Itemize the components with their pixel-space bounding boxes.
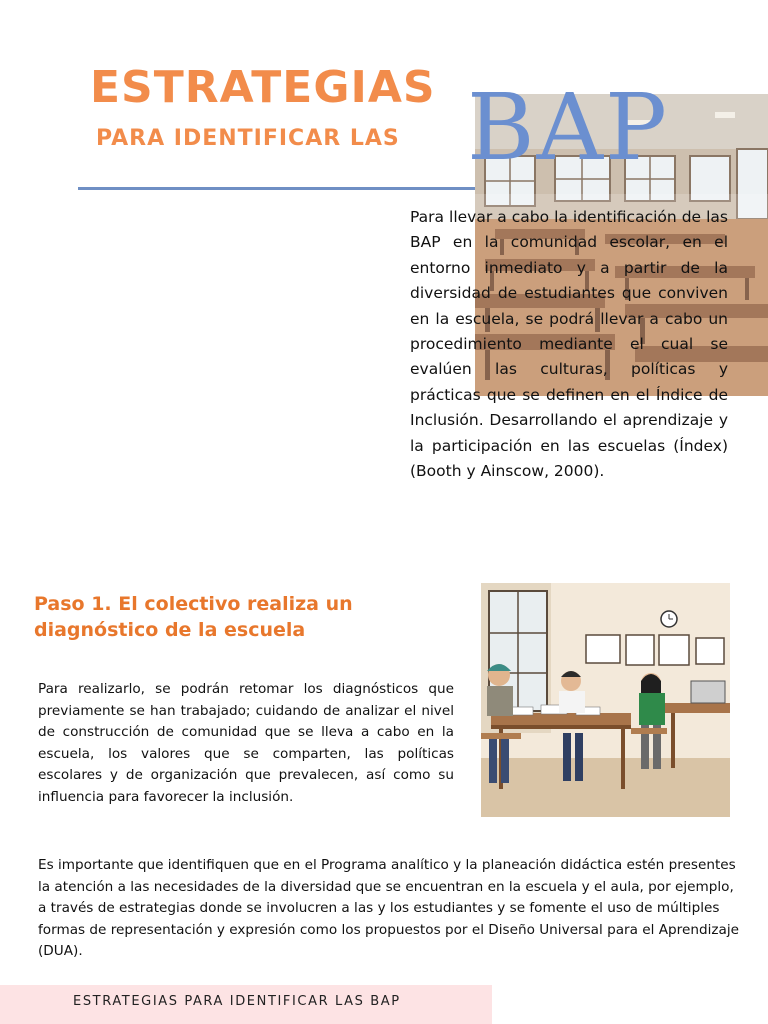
step-paragraph: Para realizarlo, se podrán retomar los diagnósticos que previamente se han trabajado; cuidando de analizar el nivel de construcción de comunidad que se lleva a cabo en la escuela, los valores que se comparten, las políticas escolares y de organización que prevalecen, así como su influencia para favorecer la inclusión. bbox=[38, 681, 454, 805]
body-paragraph: Es importante que identifiquen que en el Programa analítico y la planeación didáctica estén presentes la atención a las necesidades de la diversidad que se encuentran en la escuela y el aula, por ejemplo, a través de estrategias donde se involucren a las y los estudiantes y se fomente el uso de múltiples formas de representación y expresión como los propuestos por el Diseño Universal para el Aprendizaje (DUA). bbox=[38, 857, 739, 959]
title-divider bbox=[78, 187, 478, 190]
page-subtitle: PARA IDENTIFICAR LAS bbox=[96, 126, 400, 151]
intro-paragraph: Para llevar a cabo la identificación de las BAP en la comunidad escolar, en el entorno inmediato y a partir de la diversidad de estudiantes que conviven en la escuela, se podrá llevar a cabo un procedimiento mediante el cual se evalúen las culturas, políticas y prácticas que se definen en el Índice de Inclusión. Desarrollando el aprendizaje y la participación en las escuelas (Índex) (Booth y Ainscow, 2000). bbox=[410, 208, 728, 481]
footer-label: ESTRATEGIAS PARA IDENTIFICAR LAS BAP bbox=[73, 994, 401, 1009]
step-heading: Paso 1. El colectivo realiza un diagnóstico de la escuela bbox=[34, 593, 353, 641]
bap-overlay-word: BAP bbox=[467, 74, 669, 181]
page-title: ESTRATEGIAS bbox=[90, 62, 436, 113]
students-studying-illustration bbox=[481, 583, 730, 817]
